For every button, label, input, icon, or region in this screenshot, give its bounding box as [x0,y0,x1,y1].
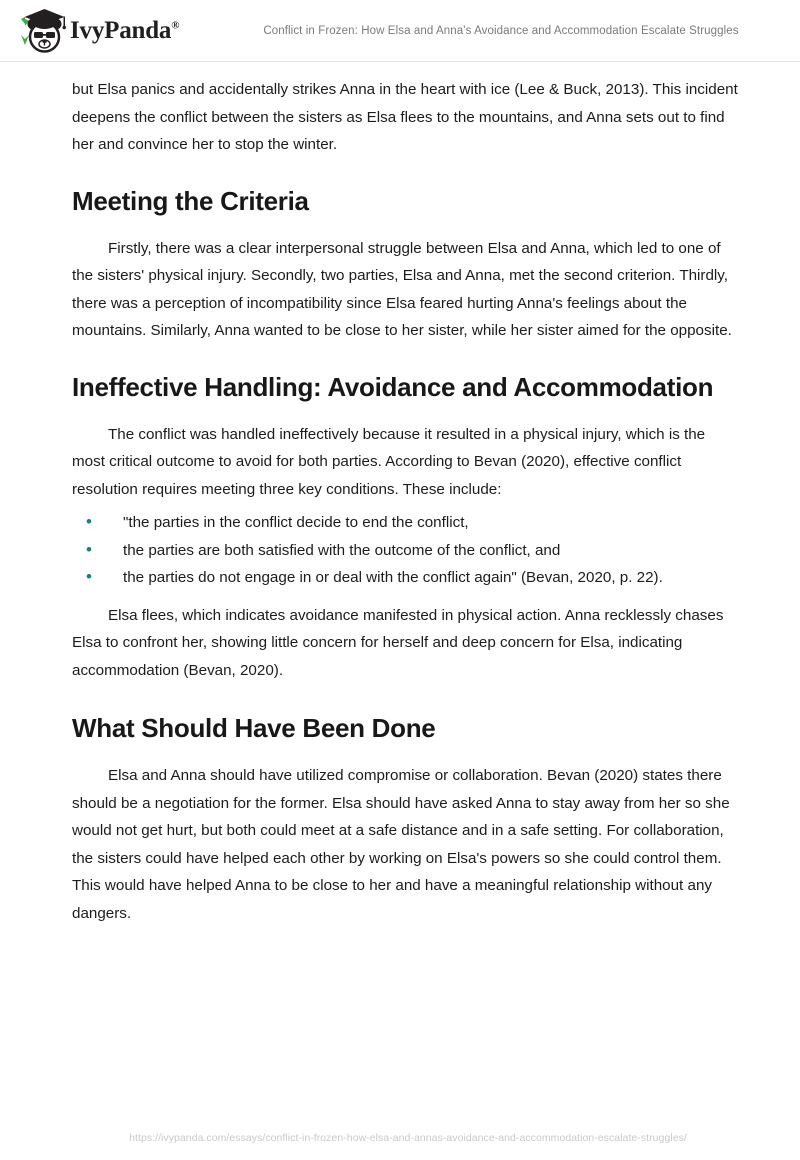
brand-logo[interactable] [14,6,214,56]
list-item: • the parties do not engage in or deal with the conflict again" (Bevan, 2020, p. 22). [72,564,740,592]
paragraph-continued: but Elsa panics and accidentally strikes Anna in the heart with ice (Lee & Buck, 2013). This incident deepens the conflict between the sisters as Elsa flees to the mountains, and Anna sets out to find her and convince her to stop the winter. [72,81,738,153]
section-heading-meeting-the-criteria: Meeting the Criteria [72,185,309,216]
panda-graduate-logo-icon [14,6,66,56]
page-header [0,0,800,62]
list-item: • the parties are both satisfied with the outcome of the conflict, and [72,537,740,565]
brand-name [70,18,179,43]
document-running-title: Conflict in Frozen: How Elsa and Anna's Avoidance and Accommodation Escalate Struggles [263,24,739,37]
paragraph-criteria: Firstly, there was a clear interpersonal struggle between Elsa and Anna, which led to one of the sisters' physical injury. Secondly, two parties, Elsa and Anna, met the second criterion. Thirdly, there was a perception of incompatibility since Elsa feared hurting Anna's feelings about the mountains. Similarly, Anna wanted to be close to her sister, while her sister aimed for the opposite. [72,239,732,339]
registered-mark: ® [171,19,180,32]
section-heading-what-should-have-been-done: What Should Have Been Done [72,713,436,743]
section-heading-ineffective-handling: Ineffective Handling: Avoidance and Accommodation [72,371,714,402]
footer-source-url[interactable]: https://ivypanda.com/essays/conflict-in-frozen-how-elsa-and-annas-avoidance-and-accommodation-escalate-struggles/ [129,1132,687,1144]
paragraph-ineffective-handling: The conflict was handled ineffectively because it resulted in a physical injury, which is the most critical outcome to avoid for both parties. According to Bevan (2020), effective conflict resolution requires meeting three key conditions. These include: [72,425,706,498]
brand-name-text: IvyPanda [70,17,172,44]
paragraph-avoidance-accommodation: Elsa flees, which indicates avoidance manifested in physical action. Anna recklessly chases Elsa to confront her, showing little concern for herself and deep concern for Elsa, indicating accommodation (Bevan, 2020). [72,606,724,679]
paragraph-recommendations: Elsa and Anna should have utilized compromise or collaboration. Bevan (2020) states there should be a negotiation for the former. Elsa should have asked Anna to stay away from her so she would not get hurt, but both could meet at a safe distance and in a safe setting. For collaboration, the sisters could have helped each other by working on Elsa's powers so she could control them. This would have helped Anna to be close to her and have a meaningful relationship without any dangers. [72,767,730,922]
conditions-bullet-list [72,509,740,592]
list-item: • "the parties in the conflict decide to end the conflict, [72,509,740,537]
page-footer [0,1116,800,1160]
document-content [0,62,800,933]
